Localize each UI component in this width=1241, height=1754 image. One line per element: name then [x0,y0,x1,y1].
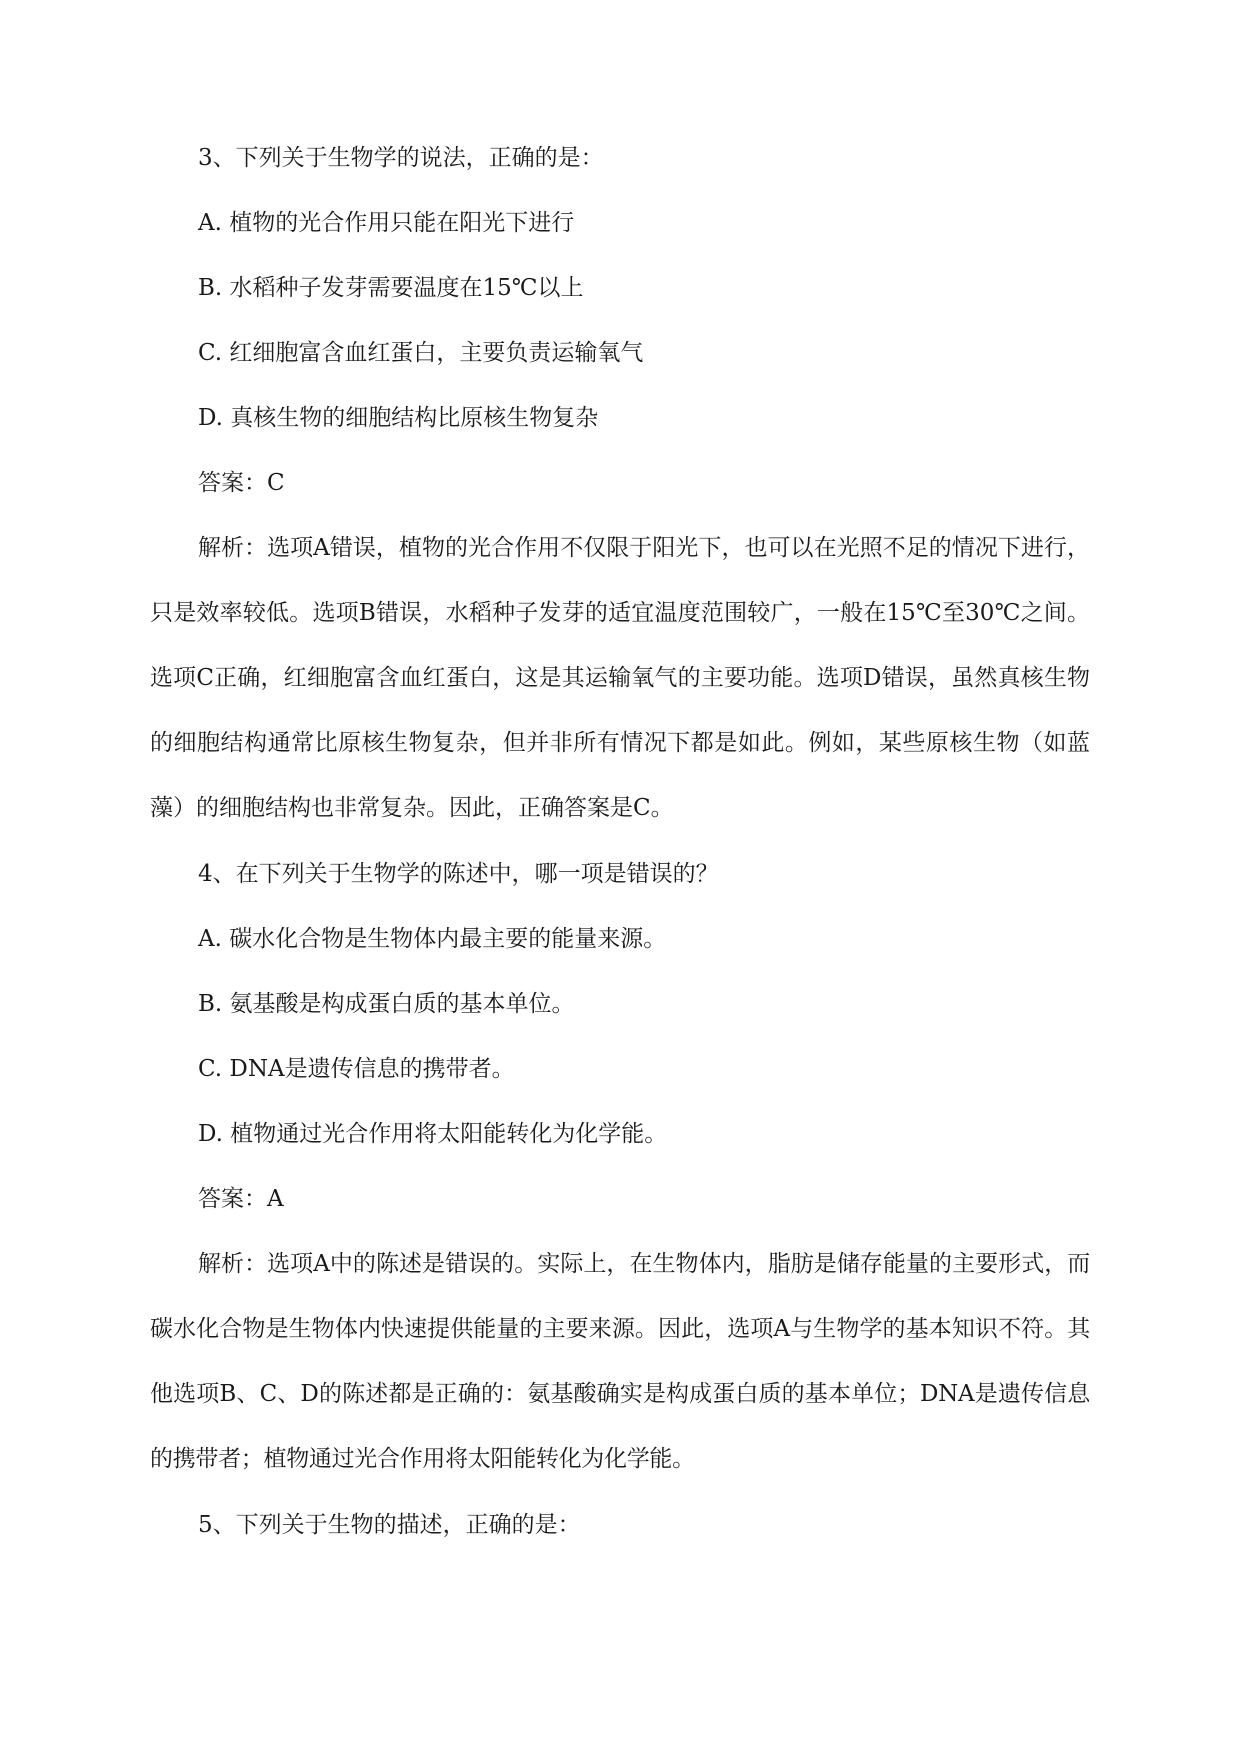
question-4 [150,858,1090,1492]
question-4-answer: 答案：A [198,1186,284,1212]
question-4-option-d: D. 植物通过光合作用将太阳能转化为化学能。 [198,1121,668,1147]
question-4-analysis: 解析：选项A中的陈述是错误的。实际上，在生物体内，脂肪是储存能量的主要形式，而碳水化合物是生物体内快速提供能量的主要来源。因此，选项A与生物学的基本知识不符。其他选项B、C、D的陈述都是正确的：氨基酸确实是构成蛋白质的基本单位；DNA是遗传信息的携带者；植物通过光合作用将太阳能转化为化学能。 [150,1251,1090,1472]
document-body [150,142,1090,1574]
question-3 [150,142,1090,841]
question-3-option-d: D. 真核生物的细胞结构比原核生物复杂 [198,405,599,431]
question-3-option-c: C. 红细胞富含血红蛋白，主要负责运输氧气 [198,340,644,366]
question-4-stem: 4、在下列关于生物学的陈述中，哪一项是错误的？ [198,861,719,887]
question-3-stem: 3、下列关于生物学的说法，正确的是： [198,145,604,171]
question-4-option-a: A. 碳水化合物是生物体内最主要的能量来源。 [198,926,667,952]
question-4-option-b: B. 氨基酸是构成蛋白质的基本单位。 [198,991,575,1017]
question-3-answer: 答案：C [198,470,285,496]
question-3-option-a: A. 植物的光合作用只能在阳光下进行 [198,210,575,236]
question-5-stem: 5、下列关于生物的描述，正确的是： [198,1512,581,1538]
question-5 [150,1509,1090,1541]
question-3-analysis: 解析：选项A错误，植物的光合作用不仅限于阳光下，也可以在光照不足的情况下进行，只是效率较低。选项B错误，水稻种子发芽的适宜温度范围较广，一般在15℃至30℃之间。选项C正确，红细胞富含血红蛋白，这是其运输氧气的主要功能。选项D错误，虽然真核生物的细胞结构通常比原核生物复杂，但并非所有情况下都是如此。例如，某些原核生物（如蓝藻）的细胞结构也非常复杂。因此，正确答案是C。 [150,535,1090,821]
question-3-option-b: B. 水稻种子发芽需要温度在15℃以上 [198,275,584,301]
question-4-option-c: C. DNA是遗传信息的携带者。 [198,1056,515,1082]
